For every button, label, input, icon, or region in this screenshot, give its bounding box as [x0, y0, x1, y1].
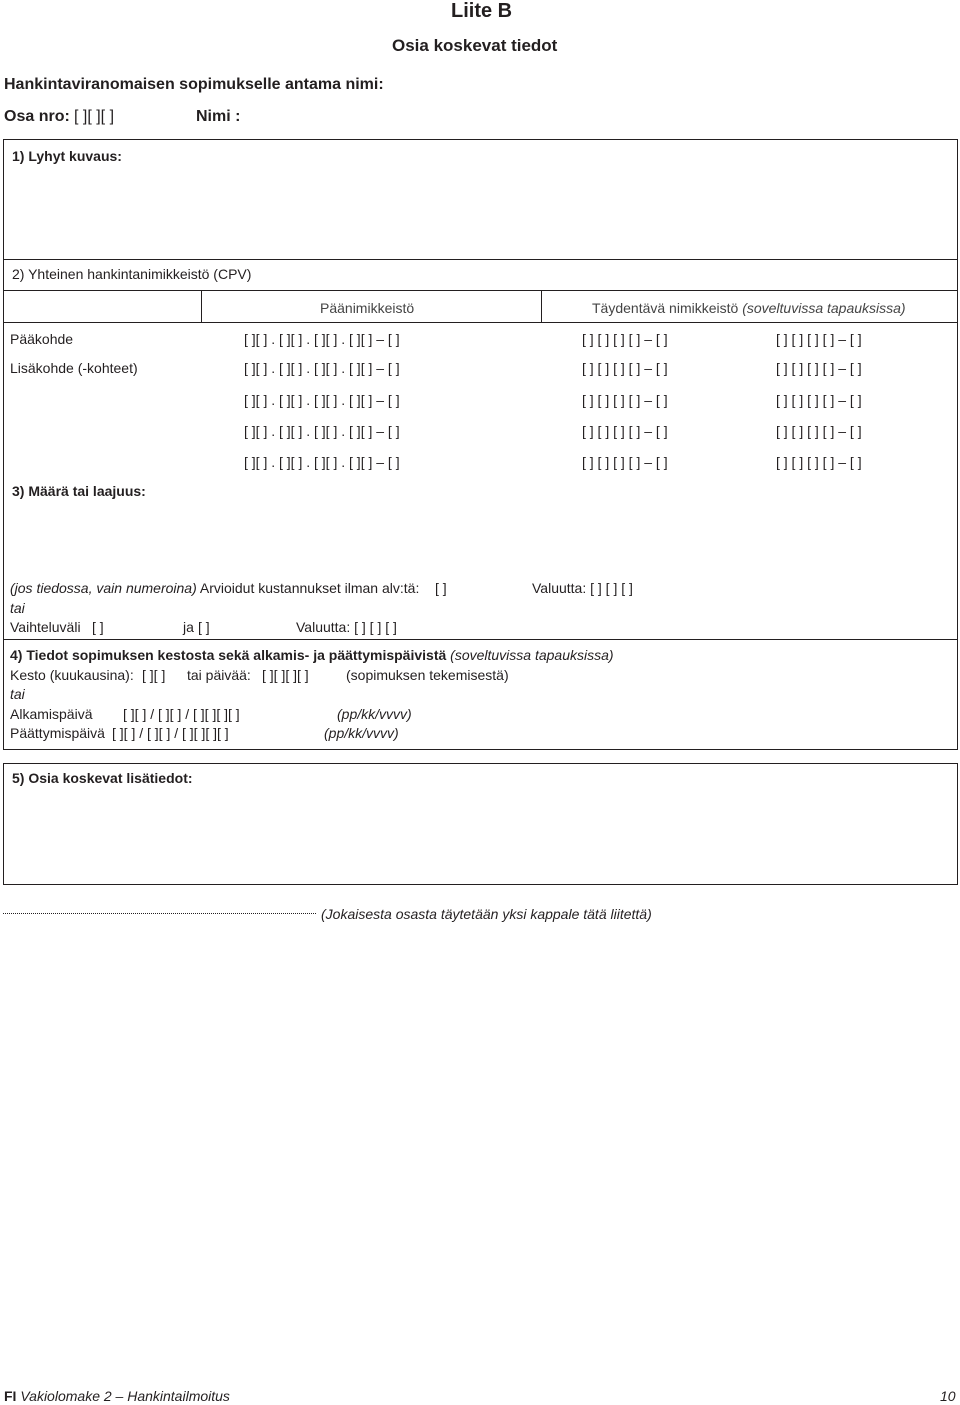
cpv-supp-code-slots-1[interactable]: [ ] [ ] [ ] [ ] – [ ]	[582, 392, 668, 408]
range-currency[interactable]: Valuutta: [ ] [ ] [ ]	[296, 619, 397, 635]
or-text-2: tai	[10, 686, 25, 702]
cpv-supp-code-slots-1[interactable]: [ ] [ ] [ ] [ ] – [ ]	[582, 331, 668, 347]
estimated-cost-currency[interactable]: Valuutta: [ ] [ ] [ ]	[532, 580, 633, 596]
duration-months-slots[interactable]: [ ][ ]	[142, 667, 166, 683]
cpv-supp-header	[592, 300, 906, 316]
end-date-slots[interactable]: [ ][ ] / [ ][ ] / [ ][ ][ ][ ]	[112, 725, 229, 741]
duration-label-note: (soveltuvissa tapauksissa)	[450, 647, 614, 663]
duration-note: (sopimuksen tekemisestä)	[346, 667, 509, 683]
cpv-main-code-slots[interactable]: [ ][ ] . [ ][ ] . [ ][ ] . [ ][ ] – [ ]	[244, 423, 400, 439]
range-and: ja	[183, 619, 194, 635]
start-date-slots[interactable]: [ ][ ] / [ ][ ] / [ ][ ][ ][ ]	[123, 706, 240, 722]
cpv-supp-header-text: Täydentävä nimikkeistö	[592, 300, 739, 316]
duration-days-label: tai päivää:	[187, 667, 251, 683]
cpv-row-label: Lisäkohde (-kohteet)	[10, 360, 138, 376]
cpv-supp-code-slots-1[interactable]: [ ] [ ] [ ] [ ] – [ ]	[582, 423, 668, 439]
contract-name-label: Hankintaviranomaisen sopimukselle antama nimi:	[4, 76, 384, 93]
cpv-main-code-slots[interactable]: [ ][ ] . [ ][ ] . [ ][ ] . [ ][ ] – [ ]	[244, 454, 400, 470]
part-number-label: Osa nro:	[4, 108, 70, 125]
footer	[4, 1388, 230, 1404]
cpv-supp-code-slots-2[interactable]: [ ] [ ] [ ] [ ] – [ ]	[776, 454, 862, 470]
cpv-row-label: Pääkohde	[10, 331, 74, 347]
additional-info-label: 5) Osia koskevat lisätiedot:	[12, 770, 193, 786]
part-name-label: Nimi :	[196, 108, 241, 125]
divider-3	[3, 322, 958, 323]
start-date-format: (pp/kk/vvvv)	[337, 706, 412, 722]
footer-language-code: FI	[4, 1388, 17, 1404]
cpv-main-code-slots[interactable]: [ ][ ] . [ ][ ] . [ ][ ] . [ ][ ] – [ ]	[244, 392, 400, 408]
start-date-label: Alkamispäivä	[10, 706, 93, 722]
estimated-cost-slot[interactable]: [ ]	[435, 580, 447, 596]
dotted-leader	[3, 913, 316, 914]
divider-1	[3, 259, 958, 260]
footer-form-name: Vakiolomake 2 – Hankintailmoitus	[20, 1388, 230, 1404]
end-date-label: Päättymispäivä	[10, 725, 105, 741]
duration-days-slots[interactable]: [ ][ ][ ][ ]	[262, 667, 309, 683]
range-slot-1[interactable]: [ ]	[92, 619, 104, 635]
cpv-main-code-slots[interactable]: [ ][ ] . [ ][ ] . [ ][ ] . [ ][ ] – [ ]	[244, 331, 400, 347]
part-number-slots[interactable]: [ ][ ][ ]	[74, 108, 115, 125]
cpv-supp-code-slots-1[interactable]: [ ] [ ] [ ] [ ] – [ ]	[582, 454, 668, 470]
duration-heading	[10, 647, 614, 663]
cpv-main-header: Päänimikkeistö	[320, 300, 415, 316]
estimated-cost-label: Arvioidut kustannukset ilman alv:tä:	[199, 580, 420, 596]
cpv-main-code-slots[interactable]: [ ][ ] . [ ][ ] . [ ][ ] . [ ][ ] – [ ]	[244, 360, 400, 376]
page-number: 10	[940, 1388, 956, 1404]
copy-instruction-note: (Jokaisesta osasta täytetään yksi kappale tätä liitettä)	[321, 906, 652, 922]
cpv-supp-code-slots-2[interactable]: [ ] [ ] [ ] [ ] – [ ]	[776, 331, 862, 347]
additional-info-area[interactable]	[4, 792, 956, 882]
appendix-title: Liite B	[451, 0, 513, 22]
estimated-cost-line	[10, 580, 419, 596]
range-slot-2[interactable]: [ ]	[198, 619, 210, 635]
cpv-supp-code-slots-2[interactable]: [ ] [ ] [ ] [ ] – [ ]	[776, 392, 862, 408]
quantity-label: 3) Määrä tai laajuus:	[12, 483, 146, 499]
duration-months-label: Kesto (kuukausina):	[10, 667, 134, 683]
cpv-supp-code-slots-2[interactable]: [ ] [ ] [ ] [ ] – [ ]	[776, 423, 862, 439]
divider-4	[3, 639, 958, 640]
range-label: Vaihteluväli	[10, 619, 81, 635]
cpv-column-divider-2	[541, 290, 542, 322]
cpv-column-divider-1	[201, 290, 202, 322]
end-date-format: (pp/kk/vvvv)	[324, 725, 399, 741]
divider-2	[3, 290, 958, 291]
appendix-subtitle: Osia koskevat tiedot	[392, 36, 558, 55]
cpv-supp-header-note: (soveltuvissa tapauksissa)	[742, 300, 906, 316]
estimated-cost-note: (jos tiedossa, vain numeroina)	[10, 580, 197, 596]
cpv-supp-code-slots-2[interactable]: [ ] [ ] [ ] [ ] – [ ]	[776, 360, 862, 376]
or-text-1: tai	[10, 600, 25, 616]
cpv-supp-code-slots-1[interactable]: [ ] [ ] [ ] [ ] – [ ]	[582, 360, 668, 376]
short-description-label: 1) Lyhyt kuvaus:	[12, 148, 122, 164]
cpv-label: 2) Yhteinen hankintanimikkeistö (CPV)	[12, 266, 252, 282]
duration-label: 4) Tiedot sopimuksen kestosta sekä alkamis- ja päättymispäivistä	[10, 647, 447, 663]
short-description-area[interactable]	[4, 170, 956, 258]
